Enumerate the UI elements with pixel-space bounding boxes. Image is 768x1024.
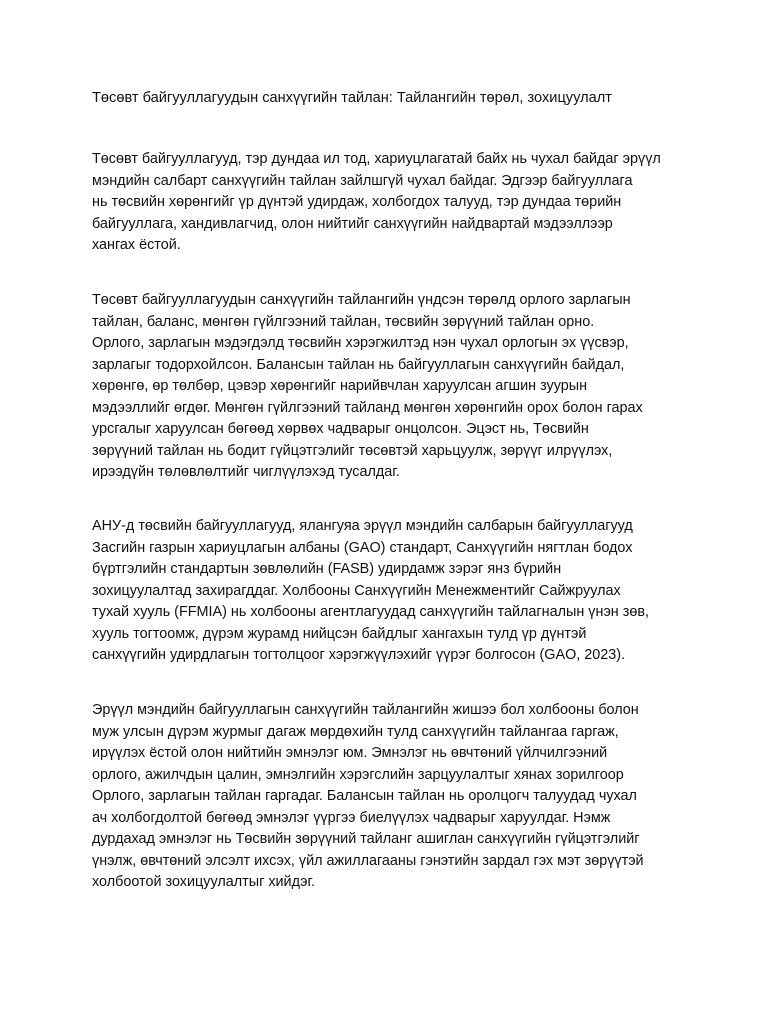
paragraph-line: нь төсвийн хөрөнгийг үр дүнтэй удирдаж, холбогдох талууд, тэр дундаа төрийн	[92, 194, 622, 210]
paragraph-line: муж улсын дүрэм журмыг дагаж мөрдөхийн тулд санхүүгийн тайлангаа гаргаж,	[92, 723, 619, 740]
paragraph-line: ирүүлэх ёстой олон нийтийн эмнэлэг юм. Эмнэлэг нь өвчтөний үйлчилгээний	[92, 745, 608, 761]
paragraph-line: мэндийн салбарт санхүүгийн тайлан зайлшгүй чухал байдаг. Эдгээр байгууллага	[92, 172, 633, 189]
paragraph-line: Орлого, зарлагын мэдэгдэлд төсвийн хэрэгжилтэд нэн чухал орлогын эх үүсвэр,	[92, 335, 629, 351]
paragraph-line: хууль тогтоомж, дүрэм журамд нийцсэн байдлыг хангахын тулд үр дүнтэй	[92, 625, 587, 642]
paragraph-2	[92, 290, 682, 484]
paragraph-1	[92, 149, 682, 257]
paragraph-line: ач холбогдолтой бөгөөд эмнэлэг үүргээ биелүүлэх чадварыг харуулдаг. Нэмж	[92, 809, 611, 826]
paragraph-line: байгууллага, хандивлагчид, олон нийтийг санхүүгийн найдвартай мэдээллээр	[92, 215, 613, 232]
paragraph-line: Төсөвт байгууллагууд, тэр дундаа ил тод, хариуцлагатай байх нь чухал байдаг эрүүл	[92, 151, 661, 167]
document-title: Төсөвт байгууллагуудын санхүүгийн тайлан: Тайлангийн төрөл, зохицуулалт	[92, 90, 612, 106]
paragraph-line: Засгийн газрын хариуцлагын албаны (GAO) стандарт, Санхүүгийн нягтлан бодох	[92, 539, 633, 556]
paragraph-line: дурдахад эмнэлэг нь Төсвийн зөрүүний тайланг ашиглан санхүүгийн гүйцэтгэлийг	[92, 831, 640, 847]
paragraph-line: хөрөнгө, өр төлбөр, цэвэр хөрөнгийг нарийвчлан харуулсан агшин зуурын	[92, 378, 588, 394]
paragraph-4	[92, 700, 682, 894]
paragraph-3	[92, 516, 682, 667]
paragraph-line: зөрүүний тайлан нь бодит гүйцэтгэлийг төсөвтэй харьцуулж, зөрүүг илрүүлэх,	[92, 442, 613, 459]
paragraph-line: хангах ёстой.	[92, 237, 181, 253]
paragraph-line: урсгалыг харуулсан бөгөөд хөрвөх чадварыг онцолсон. Эцэст нь, Төсвийн	[92, 421, 589, 437]
paragraph-line: санхүүгийн удирдлагын тогтолцоог хэрэгжүүлэхийг үүрэг болгосон (GAO, 2023).	[92, 647, 626, 663]
paragraph-line: ирээдүйн төлөвлөлтийг чиглүүлэхэд тусалдаг.	[92, 464, 400, 480]
paragraph-line: Эрүүл мэндийн байгууллагын санхүүгийн тайлангийн жишээ бол холбооны болон	[92, 702, 639, 718]
paragraph-line: Орлого, зарлагын тайлан гаргадаг. Балансын тайлан нь оролцогч талуудад чухал	[92, 788, 637, 804]
paragraph-line: бүртгэлийн стандартын зөвлөлийн (FASB) удирдамж зэрэг янз бүрийн	[92, 561, 562, 577]
paragraph-line: тайлан, баланс, мөнгөн гүйлгээний тайлан, төсвийн зөрүүний тайлан орно.	[92, 313, 595, 330]
paragraph-line: зарлагыг тодорхойлсон. Балансын тайлан нь байгууллагын санхүүгийн байдал,	[92, 356, 625, 373]
paragraph-line: мэдээллийг өгдөг. Мөнгөн гүйлгээний тайланд мөнгөн хөрөнгийн орох болон гарах	[92, 399, 643, 416]
paragraph-line: холбоотой зохицуулалтыг хийдэг.	[92, 874, 315, 890]
paragraph-line: үнэлж, өвчтөний элсэлт ихсэх, үйл ажиллагааны гэнэтийн зардал гэх мэт зөрүүтэй	[92, 852, 644, 869]
paragraph-line: зохицуулалтад захирагддаг. Холбооны Санхүүгийн Менежментийг Сайжруулах	[92, 582, 621, 599]
paragraph-line: Төсөвт байгууллагуудын санхүүгийн тайлангийн үндсэн төрөлд орлого зарлагын	[92, 292, 631, 308]
paragraph-line: АНУ-д төсвийн байгууллагууд, ялангуяа эрүүл мэндийн салбарын байгууллагууд	[92, 518, 633, 534]
paragraph-line: тухай хууль (FFMIA) нь холбооны агентлагуудад санхүүгийн тайлагналын үнэн зөв,	[92, 604, 649, 620]
paragraph-line: орлого, ажилчдын цалин, эмнэлгийн хэрэгслийн зарцуулалтыг хянах зорилгоор	[92, 766, 624, 783]
